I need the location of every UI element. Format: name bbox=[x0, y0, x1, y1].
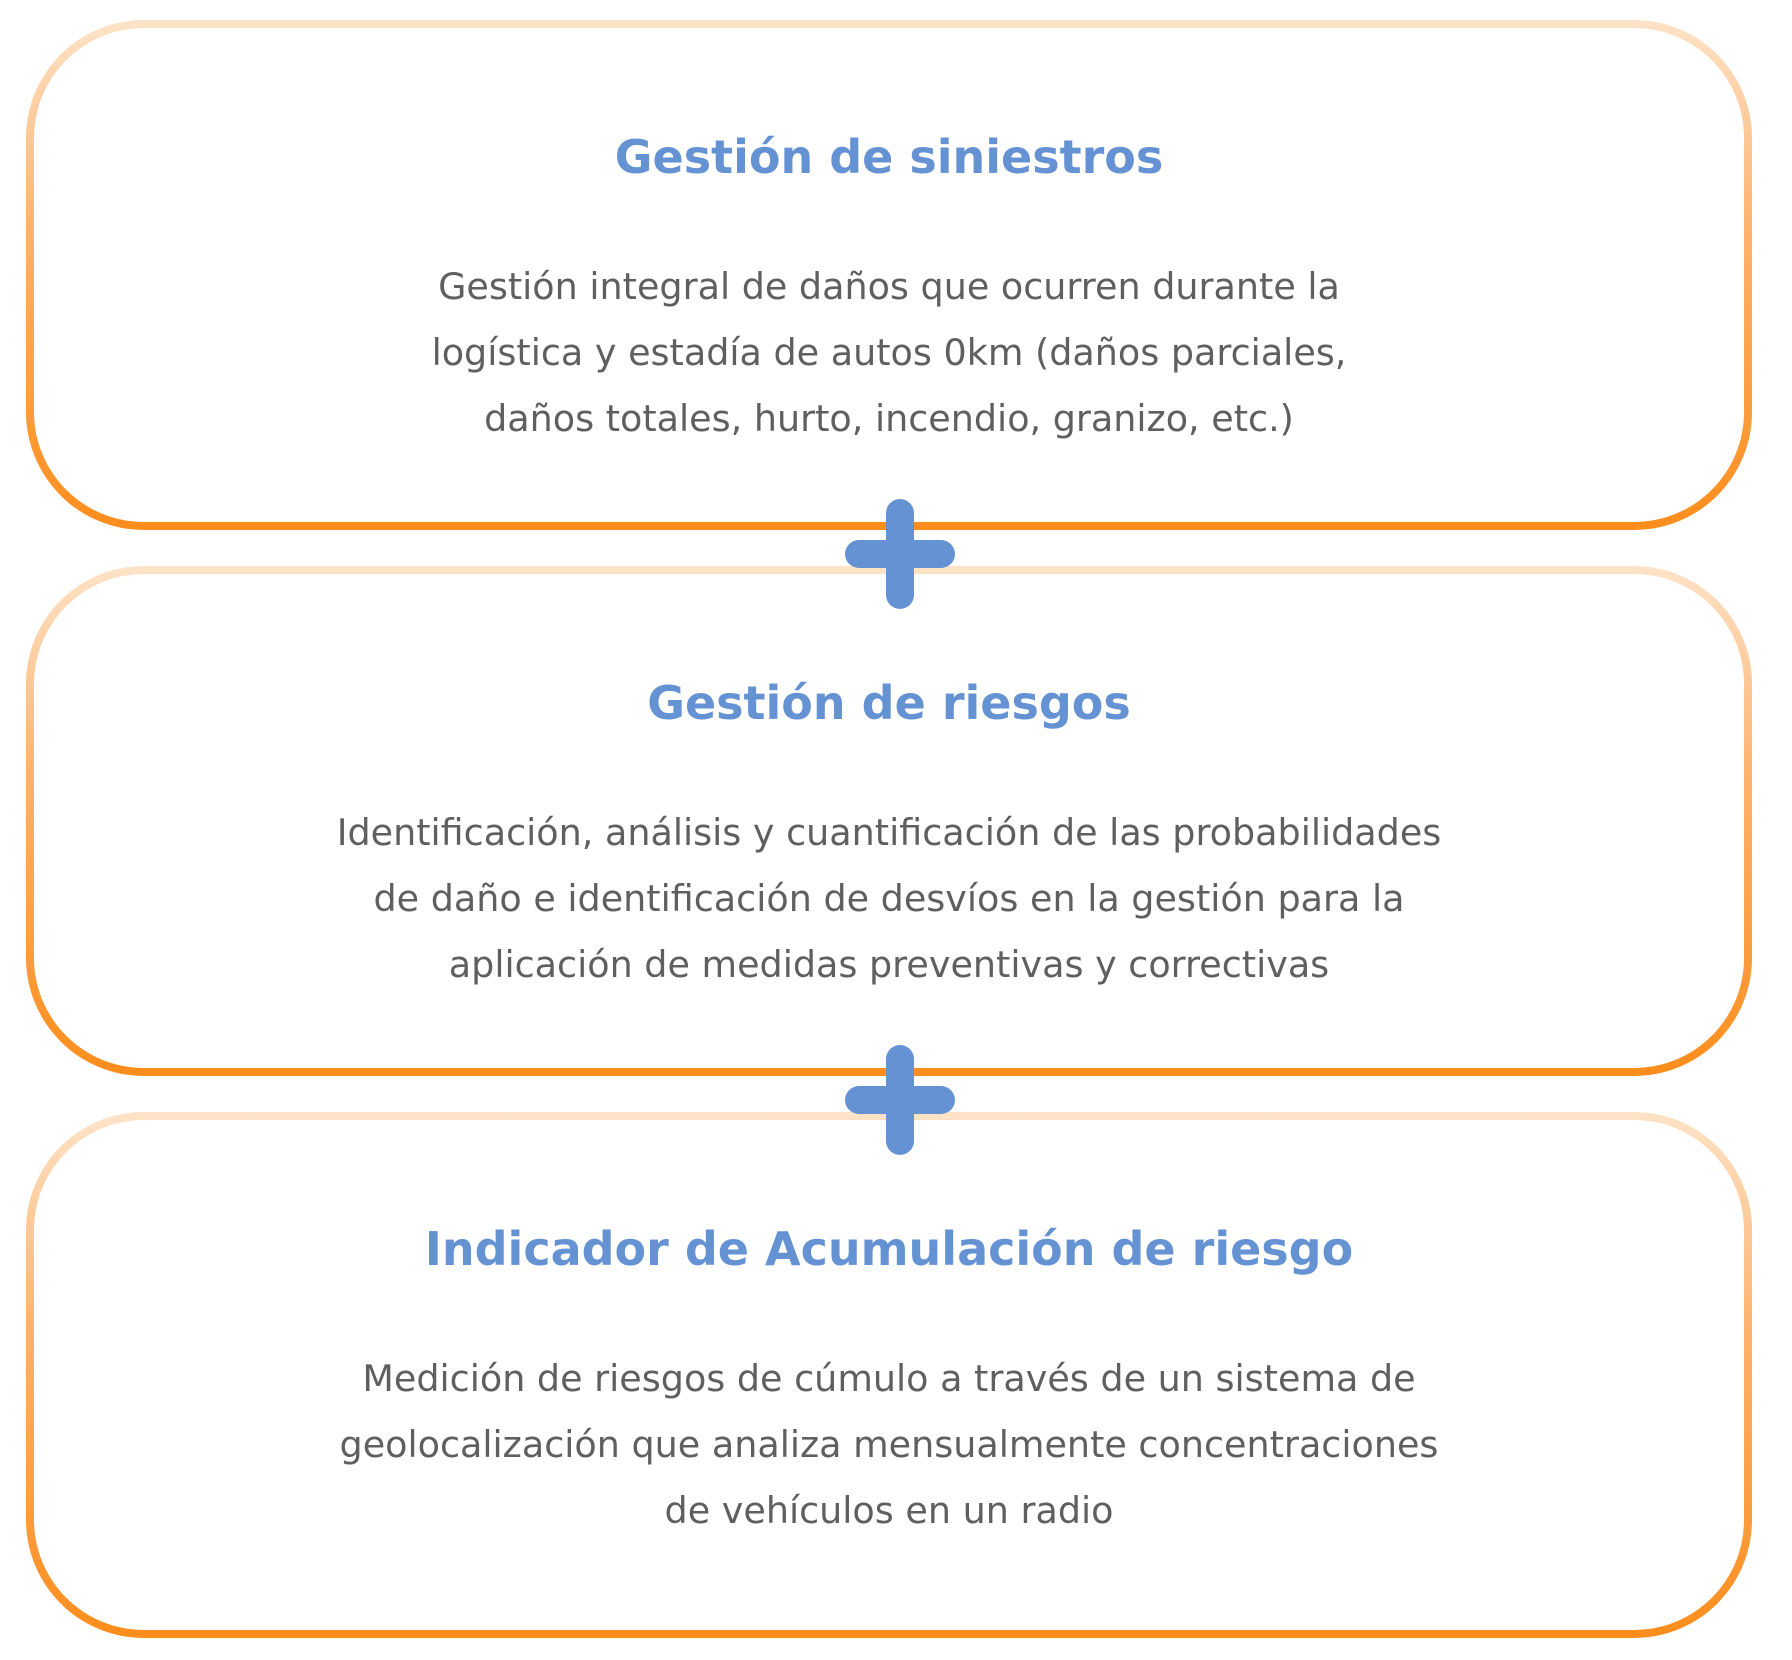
step-description-line: de daño e identificación de desvíos en la gestión para la bbox=[373, 877, 1405, 920]
step-description bbox=[34, 1346, 1744, 1544]
step-title: Gestión de siniestros bbox=[614, 130, 1164, 184]
plus-icon bbox=[845, 499, 955, 609]
step-description-line: daños totales, hurto, incendio, granizo, etc.) bbox=[484, 397, 1294, 440]
plus-icon-horizontal-bar bbox=[845, 1086, 955, 1114]
step-title: Gestión de riesgos bbox=[647, 676, 1131, 730]
step-card-indicador-acumulacion bbox=[26, 1112, 1752, 1638]
step-description-line: Identificación, análisis y cuantificación de las probabilidades bbox=[336, 811, 1442, 854]
plus-icon-horizontal-bar bbox=[845, 540, 955, 568]
step-card-gestion-siniestros bbox=[26, 20, 1752, 530]
step-description bbox=[34, 254, 1744, 452]
step-description-line: de vehículos en un radio bbox=[664, 1489, 1114, 1532]
step-title: Indicador de Acumulación de riesgo bbox=[424, 1222, 1354, 1276]
step-card-gestion-riesgos bbox=[26, 566, 1752, 1076]
step-description-line: Gestión integral de daños que ocurren durante la bbox=[438, 265, 1340, 308]
step-description-line: logística y estadía de autos 0km (daños parciales, bbox=[431, 331, 1347, 374]
step-description bbox=[34, 800, 1744, 998]
plus-icon bbox=[845, 1045, 955, 1155]
step-description-line: geolocalización que analiza mensualmente concentraciones bbox=[339, 1423, 1439, 1466]
step-description-line: Medición de riesgos de cúmulo a través de un sistema de bbox=[362, 1357, 1416, 1400]
step-description-line: aplicación de medidas preventivas y correctivas bbox=[448, 943, 1330, 986]
